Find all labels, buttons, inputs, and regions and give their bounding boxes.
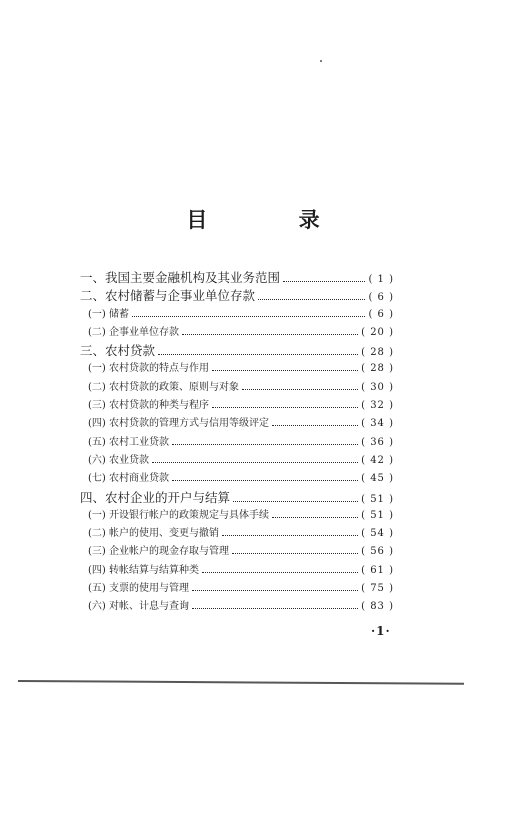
toc-entry-label: (六) 对帐、计息与查询 [88, 601, 189, 613]
toc-entry-label: (二) 企事业单位存款 [88, 326, 179, 338]
toc-entry-label: (七) 农村商业贷款 [88, 473, 169, 485]
toc-entry-label: (四) 农村贷款的管理方式与信用等级评定 [88, 418, 269, 430]
page-number: ·1· [371, 624, 391, 638]
toc-entry-page: ( 20 ) [361, 326, 394, 338]
toc-entry-label: 四、农村企业的开户与结算 [80, 489, 231, 505]
toc-entry[interactable] [80, 506, 394, 524]
toc-entry-page: ( 51 ) [361, 493, 394, 505]
dot-leader [232, 553, 358, 554]
toc-entry-page: ( 6 ) [368, 308, 394, 320]
dot-leader [272, 517, 358, 518]
toc-entry[interactable] [80, 524, 394, 542]
table-of-contents [80, 268, 394, 616]
dot-leader [212, 407, 358, 408]
dot-leader [283, 281, 365, 282]
toc-entry-page: ( 28 ) [361, 347, 394, 359]
toc-entry[interactable] [80, 542, 394, 560]
toc-entry-page: ( 34 ) [361, 418, 394, 430]
toc-entry-page: ( 75 ) [361, 583, 394, 595]
toc-entry-page: ( 54 ) [361, 528, 394, 540]
toc-entry[interactable] [80, 359, 394, 377]
toc-entry-label: (五) 农村工业贷款 [88, 436, 169, 448]
toc-entry-label: (一) 开设银行帐户的政策规定与具体手续 [88, 509, 269, 521]
toc-entry[interactable] [80, 488, 394, 506]
toc-entry[interactable] [80, 579, 394, 597]
dot-leader [258, 299, 365, 300]
page-title: 目 录 [186, 208, 362, 232]
toc-entry[interactable] [80, 433, 394, 451]
toc-entry-label: (六) 农业贷款 [88, 454, 149, 466]
toc-entry[interactable] [80, 414, 394, 432]
toc-entry-page: ( 83 ) [361, 601, 394, 613]
toc-entry-page: ( 36 ) [361, 436, 394, 448]
dot-leader [182, 334, 358, 335]
toc-entry-page: ( 61 ) [361, 564, 394, 576]
toc-entry[interactable] [80, 286, 394, 304]
dot-leader [272, 425, 358, 426]
toc-entry-label: (二) 帐户的使用、变更与撤销 [88, 528, 219, 540]
toc-entry[interactable] [80, 305, 394, 323]
dot-leader [152, 462, 358, 463]
toc-entry-label: (三) 企业帐户的现金存取与管理 [88, 546, 229, 558]
toc-entry-label: (三) 农村贷款的种类与程序 [88, 400, 209, 412]
toc-entry-label: (四) 转帐结算与结算种类 [88, 564, 199, 576]
dot-leader [212, 370, 358, 371]
scan-speck [320, 60, 322, 62]
dot-leader [233, 501, 358, 502]
toc-entry-page: ( 6 ) [368, 292, 394, 304]
toc-entry[interactable] [80, 396, 394, 414]
toc-entry[interactable] [80, 378, 394, 396]
dot-leader [222, 535, 358, 536]
toc-entry-label: (二) 农村贷款的政策、原则与对象 [88, 381, 239, 393]
toc-entry[interactable] [80, 323, 394, 341]
toc-entry-label: (一) 储蓄 [88, 308, 129, 320]
dot-leader [172, 444, 358, 445]
toc-entry-page: ( 32 ) [361, 400, 394, 412]
toc-entry-page: ( 1 ) [368, 274, 394, 285]
toc-entry-label: 三、农村贷款 [80, 343, 156, 359]
toc-entry-page: ( 45 ) [361, 473, 394, 485]
toc-entry-page: ( 30 ) [361, 381, 394, 393]
dot-leader [192, 608, 358, 609]
dot-leader [172, 480, 358, 481]
toc-entry[interactable] [80, 597, 394, 615]
scan-edge-line [18, 680, 464, 685]
toc-entry-page: ( 51 ) [361, 509, 394, 521]
toc-entry[interactable] [80, 469, 394, 487]
toc-entry-label: 二、农村储蓄与企事业单位存款 [80, 288, 256, 304]
dot-leader [192, 590, 358, 591]
dot-leader [132, 316, 365, 317]
toc-entry-label: (五) 支票的使用与管理 [88, 583, 189, 595]
toc-entry-page: ( 56 ) [361, 546, 394, 558]
toc-entry[interactable] [80, 561, 394, 579]
dot-leader [202, 572, 358, 573]
toc-entry[interactable] [80, 341, 394, 359]
toc-entry-label: 一、我国主要金融机构及其业务范围 [80, 270, 281, 285]
toc-entry[interactable] [80, 451, 394, 469]
dot-leader [158, 354, 358, 355]
dot-leader [242, 389, 358, 390]
toc-entry[interactable] [80, 268, 394, 286]
toc-entry-label: (一) 农村贷款的特点与作用 [88, 363, 209, 375]
toc-entry-page: ( 42 ) [361, 454, 394, 466]
toc-entry-page: ( 28 ) [361, 363, 394, 375]
